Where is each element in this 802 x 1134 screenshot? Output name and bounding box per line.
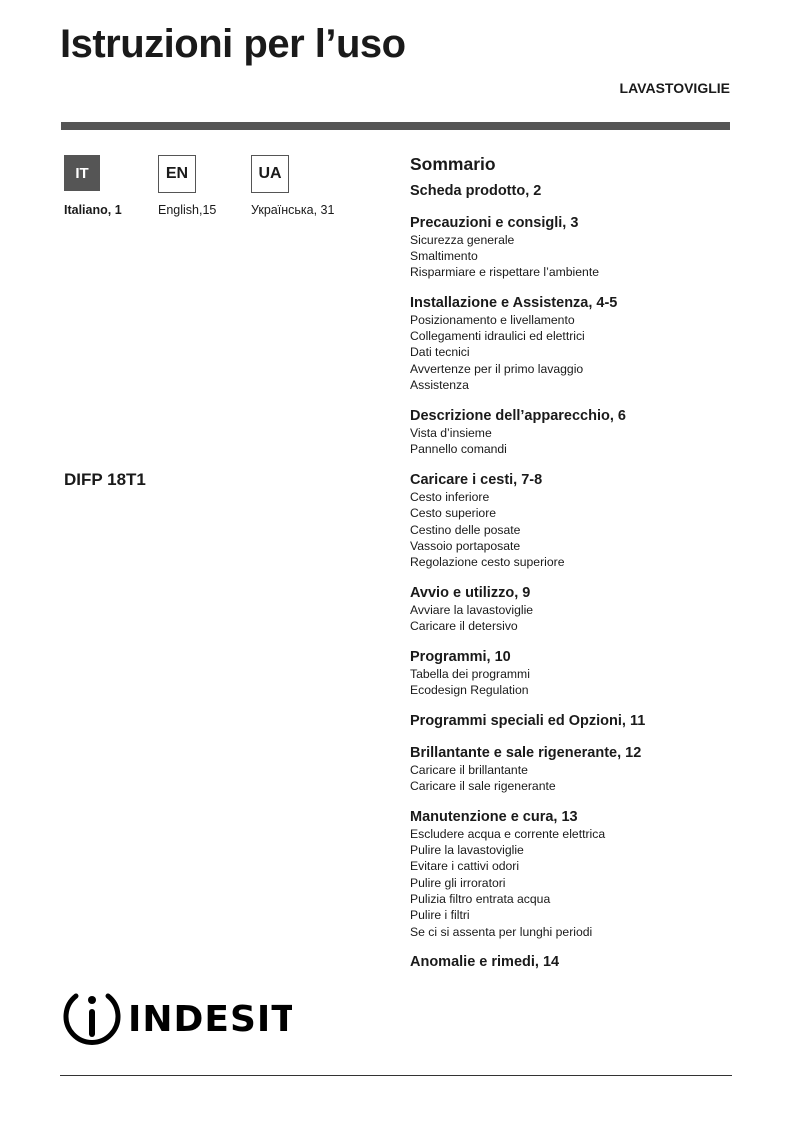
toc-section-heading: Caricare i cesti, 7-8 xyxy=(410,471,543,488)
toc-section xyxy=(410,744,770,795)
toc-item: Posizionamento e livellamento xyxy=(410,312,575,327)
toc-item: Se ci si assenta per lunghi periodi xyxy=(410,924,593,939)
toc-section xyxy=(410,584,770,635)
toc-item: Caricare il detersivo xyxy=(410,619,518,634)
toc-section xyxy=(410,294,770,393)
toc-section-heading: Brillantante e sale rigenerante, 12 xyxy=(410,744,642,761)
toc-section-heading: Scheda prodotto, 2 xyxy=(410,183,542,199)
toc-section xyxy=(410,471,770,570)
toc-item: Assistenza xyxy=(410,378,469,393)
language-code-badge: IT xyxy=(64,155,100,191)
toc-item: Regolazione cesto superiore xyxy=(410,555,565,570)
toc-item: Sicurezza generale xyxy=(410,232,515,247)
toc-section-heading: Installazione e Assistenza, 4-5 xyxy=(410,294,618,311)
toc-section-heading: Anomalie e rimedi, 14 xyxy=(410,954,560,971)
language-label: English,15 xyxy=(158,203,217,217)
toc-section-heading: Programmi, 10 xyxy=(410,649,511,666)
toc-item: Pulire la lavastoviglie xyxy=(410,843,524,858)
toc-item: Cesto inferiore xyxy=(410,489,490,504)
toc-section-heading: Avvio e utilizzo, 9 xyxy=(410,584,531,601)
toc-item: Collegamenti idraulici ed elettrici xyxy=(410,329,585,344)
toc-item: Pulizia filtro entrata acqua xyxy=(410,891,551,906)
toc-section xyxy=(410,648,770,699)
toc-item: Avvertenze per il primo lavaggio xyxy=(410,361,584,376)
toc-item: Pulire i filtri xyxy=(410,908,470,923)
indesit-logo xyxy=(62,984,292,1051)
language-option-ua[interactable] xyxy=(251,155,335,217)
toc-item: Vassoio portaposate xyxy=(410,538,521,553)
toc-section-heading: Manutenzione e cura, 13 xyxy=(410,808,578,825)
language-code-badge: UA xyxy=(251,155,289,193)
toc-item: Tabella dei programmi xyxy=(410,667,530,682)
toc-item: Caricare il brillantante xyxy=(410,762,528,777)
toc-section xyxy=(410,214,770,281)
toc-item: Dati tecnici xyxy=(410,345,470,360)
table-of-contents xyxy=(410,153,770,985)
toc-section xyxy=(410,712,770,730)
toc-item: Risparmiare e rispettare l’ambiente xyxy=(410,265,599,280)
toc-item: Avviare la lavastoviglie xyxy=(410,602,534,617)
language-option-it[interactable] xyxy=(64,155,122,217)
toc-section-heading: Precauzioni e consigli, 3 xyxy=(410,214,579,231)
language-label: Українська, 31 xyxy=(251,203,335,217)
toc-section xyxy=(410,808,770,940)
toc-item: Evitare i cattivi odori xyxy=(410,859,520,874)
toc-section-heading: Descrizione dell’apparecchio, 6 xyxy=(410,407,626,424)
toc-item: Pannello comandi xyxy=(410,442,507,457)
toc-item: Smaltimento xyxy=(410,248,478,263)
page-title: Istruzioni per l’uso xyxy=(60,22,406,66)
toc-section xyxy=(410,182,770,200)
toc-section-heading: Programmi speciali ed Opzioni, 11 xyxy=(410,713,646,730)
toc-item: Escludere acqua e corrente elettrica xyxy=(410,826,606,841)
language-option-en[interactable] xyxy=(158,155,217,217)
header-divider xyxy=(61,122,730,130)
toc-section xyxy=(410,953,770,971)
svg-text:INDESIT: INDESIT xyxy=(128,999,292,1040)
toc-item: Caricare il sale rigenerante xyxy=(410,778,556,793)
toc-item: Cesto superiore xyxy=(410,506,497,521)
product-type: LAVASTOVIGLIE xyxy=(619,80,730,96)
language-label: Italiano, 1 xyxy=(64,203,122,217)
toc-item: Vista d’insieme xyxy=(410,425,492,440)
toc-item: Cestino delle posate xyxy=(410,522,521,537)
toc-title: Sommario xyxy=(410,154,496,174)
model-number: DIFP 18T1 xyxy=(64,470,146,489)
toc-item: Pulire gli irroratori xyxy=(410,875,506,890)
toc-section xyxy=(410,407,770,458)
footer-divider xyxy=(60,1075,732,1076)
language-code-badge: EN xyxy=(158,155,196,193)
toc-item: Ecodesign Regulation xyxy=(410,683,529,698)
